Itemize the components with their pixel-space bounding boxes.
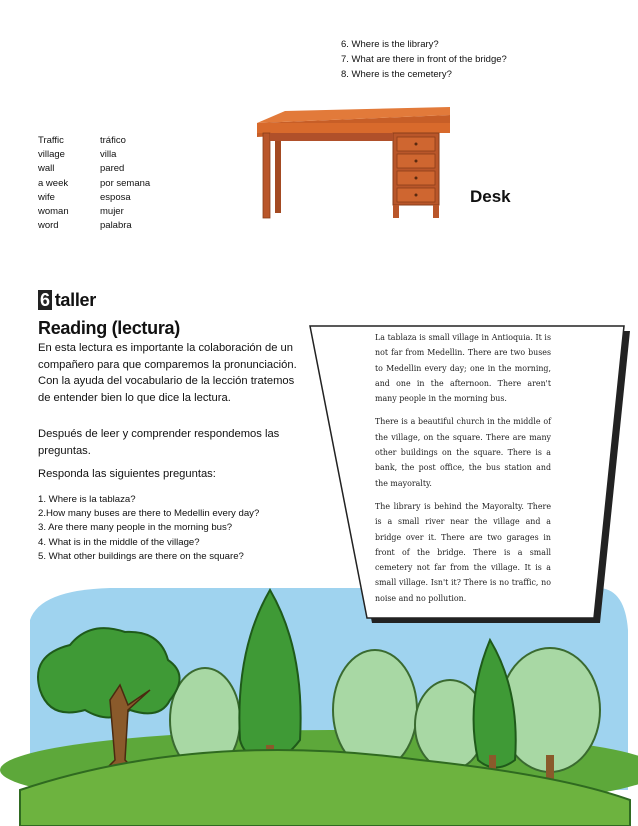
question-7: 7. What are there in front of the bridge?	[341, 54, 507, 65]
question-3: 3. Are there many people in the morning bus?	[38, 522, 233, 534]
question-4: 4. What is in the middle of the village?	[38, 536, 200, 548]
question-8: 8. Where is the cemetery?	[341, 69, 452, 80]
vocab-row: woman mujer	[38, 206, 124, 218]
desk-label: Desk	[470, 187, 511, 206]
question-6: 6. Where is the library?	[341, 39, 439, 50]
question-2: 2.How many buses are there to Medellin every day?	[38, 508, 260, 520]
vocab-row: wall pared	[38, 163, 125, 175]
instruction-paragraph: Responda las siguientes preguntas:	[38, 468, 216, 480]
reading-paragraph-1: La tablaza is small village in Antioquia. It is not far from Medellin. There are two buses to Medellin every day; one in the morning, and one in the afternoon. There aren't many people in the morning bus.	[375, 333, 551, 404]
reading-passage	[375, 330, 551, 614]
section-subtitle: Reading (lectura)	[38, 318, 180, 338]
reading-paragraph-3: The library is behind the Mayoralty. There is a small river near the village and a bridge over it. There are two garages in front of the bridge. There is a small cemetery not far from the village. It is a small village. Isn't it? There is no traffic, no noise and no pollution.	[375, 501, 551, 603]
vocab-row: a week por semana	[38, 177, 151, 189]
vocab-row: Traffic tráfico	[38, 135, 126, 146]
question-1: 1. Where is la tablaza?	[38, 494, 136, 505]
vocab-row: wife esposa	[38, 191, 131, 203]
section-number: 6	[40, 290, 50, 310]
section-name: taller	[54, 290, 96, 310]
intro-paragraph: En esta lectura es importante la colaboración de un compañero para que comparemos la pronunciación. Con la ayuda del vocabulario de la lección tratemos de entender bien lo que dice la lectura.	[38, 342, 297, 404]
reading-paragraph-2: There is a beautiful church in the middle of the village, on the square. There are many other buildings on the square. There is a bank, the post office, the bus station and the mayoralty.	[375, 417, 551, 488]
vocab-row: village villa	[38, 149, 117, 161]
after-reading-paragraph: Después de leer y comprender respondemos las preguntas.	[38, 428, 280, 457]
question-5: 5. What other buildings are there on the square?	[38, 550, 244, 562]
vocab-row: word palabra	[38, 220, 132, 232]
